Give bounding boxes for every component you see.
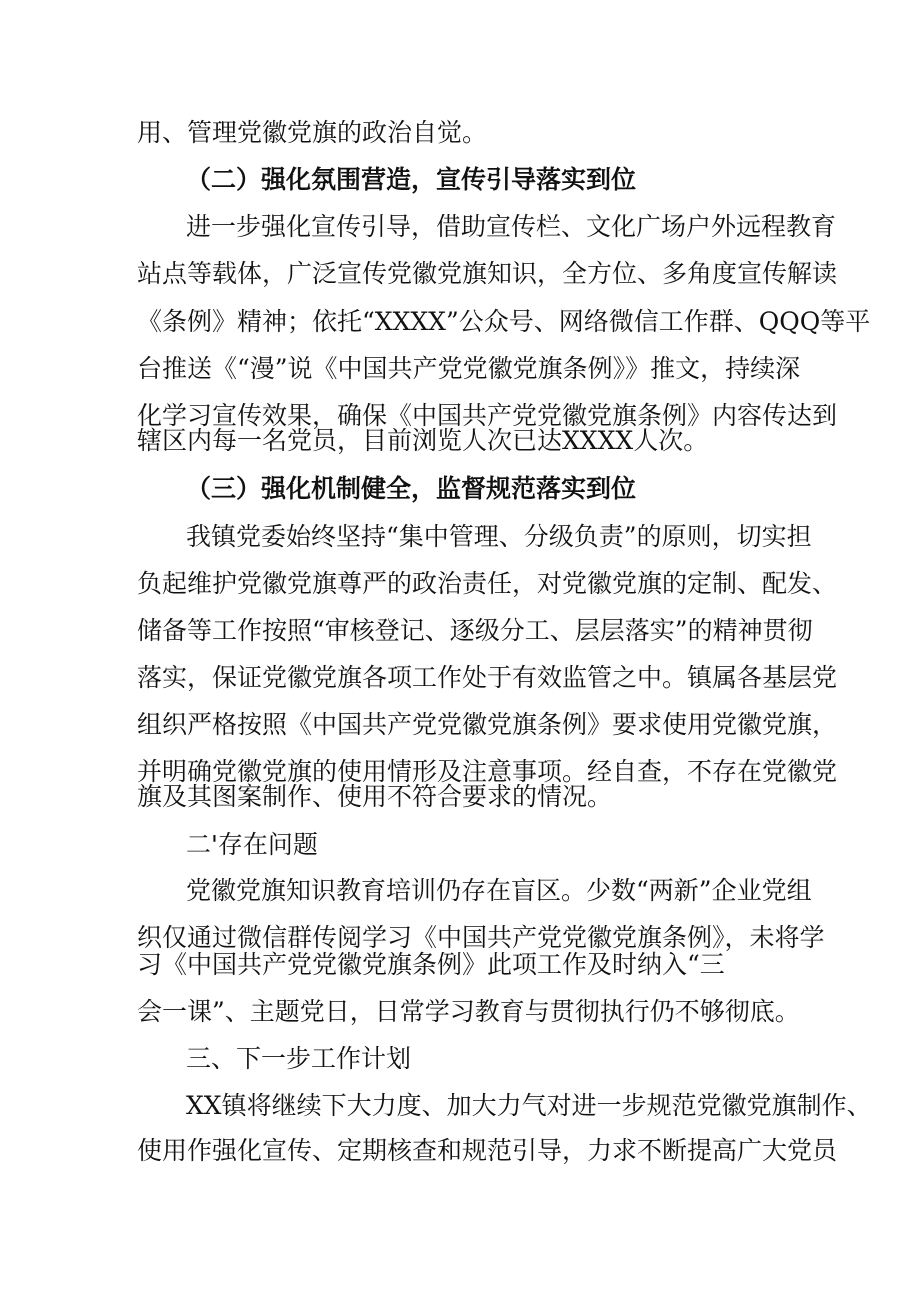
body-text-line: 储备等工作按照“审核登记、逐级分工、层层落实”的精神贯彻: [137, 616, 813, 645]
body-text-line: 会一课”、主题党日，日常学习教育与贯彻执行仍不够彻底。: [137, 997, 800, 1026]
paragraph-first-line: XX镇将继续下大力度、加大力气对进一步规范党徽党旗制作、: [186, 1091, 872, 1120]
body-text-line: 负起维护党徽党旗尊严的政治责任，对党徽党旗的定制、配发、: [137, 569, 838, 598]
body-text-line: 台推送《“漫”说《中国共产党党徽党旗条例》》推文，持续深: [137, 354, 801, 383]
body-text-line: 站点等载体，广泛宣传党徽党旗知识，全方位、多角度宣传解读: [137, 259, 838, 288]
paragraph-first-line: 进一步强化宣传引导，借助宣传栏、文化广场户外远程教育: [186, 212, 837, 241]
body-text-line: 习《中国共产党党徽党旗条例》此项工作及时纳入“三: [137, 950, 725, 979]
body-text-line: 《条例》精神；依托“XXXX”公众号、网络微信工作群、QQQ等平: [137, 307, 871, 336]
body-text-line: 组织严格按照《中国共产党党徽党旗条例》要求使用党徽党旗，: [137, 710, 838, 739]
subsection-heading-3: （三）强化机制健全，监督规范落实到位: [186, 474, 637, 503]
subsection-heading-2: （二）强化氛围营造，宣传引导落实到位: [186, 165, 637, 194]
body-text-line: 使用作强化宣传、定期核查和规范引导，力求不断提高广大党员: [137, 1136, 838, 1165]
body-text-line: 用、管理党徽党旗的政治自觉。: [137, 118, 488, 147]
paragraph-first-line: 我镇党委始终坚持“集中管理、分级负责”的原则，切实担: [186, 522, 812, 551]
body-text-line: 并明确党徽党旗的使用情形及注意事项。经自查，不存在党徽党: [137, 757, 838, 786]
body-text-line: 辖区内每一名党员，目前浏览人次已达XXXX人次。: [137, 426, 709, 455]
paragraph-first-line: 党徽党旗知识教育培训仍存在盲区。少数“两新”企业党组: [186, 876, 812, 905]
body-text-line: 织仅通过微信群传阅学习《中国共产党党徽党旗条例》，未将学: [137, 923, 825, 952]
body-text-line: 旗及其图案制作、使用不符合要求的情况。: [137, 782, 613, 811]
body-text-line: 落实，保证党徽党旗各项工作处于有效监管之中。镇属各基层党: [137, 663, 838, 692]
section-heading-2: 二'存在问题: [186, 830, 318, 859]
body-text-line: 化学习宣传效果，确保《中国共产党党徽党旗条例》内容传达到: [137, 401, 838, 430]
section-heading-3: 三、下一步工作计划: [186, 1044, 412, 1073]
